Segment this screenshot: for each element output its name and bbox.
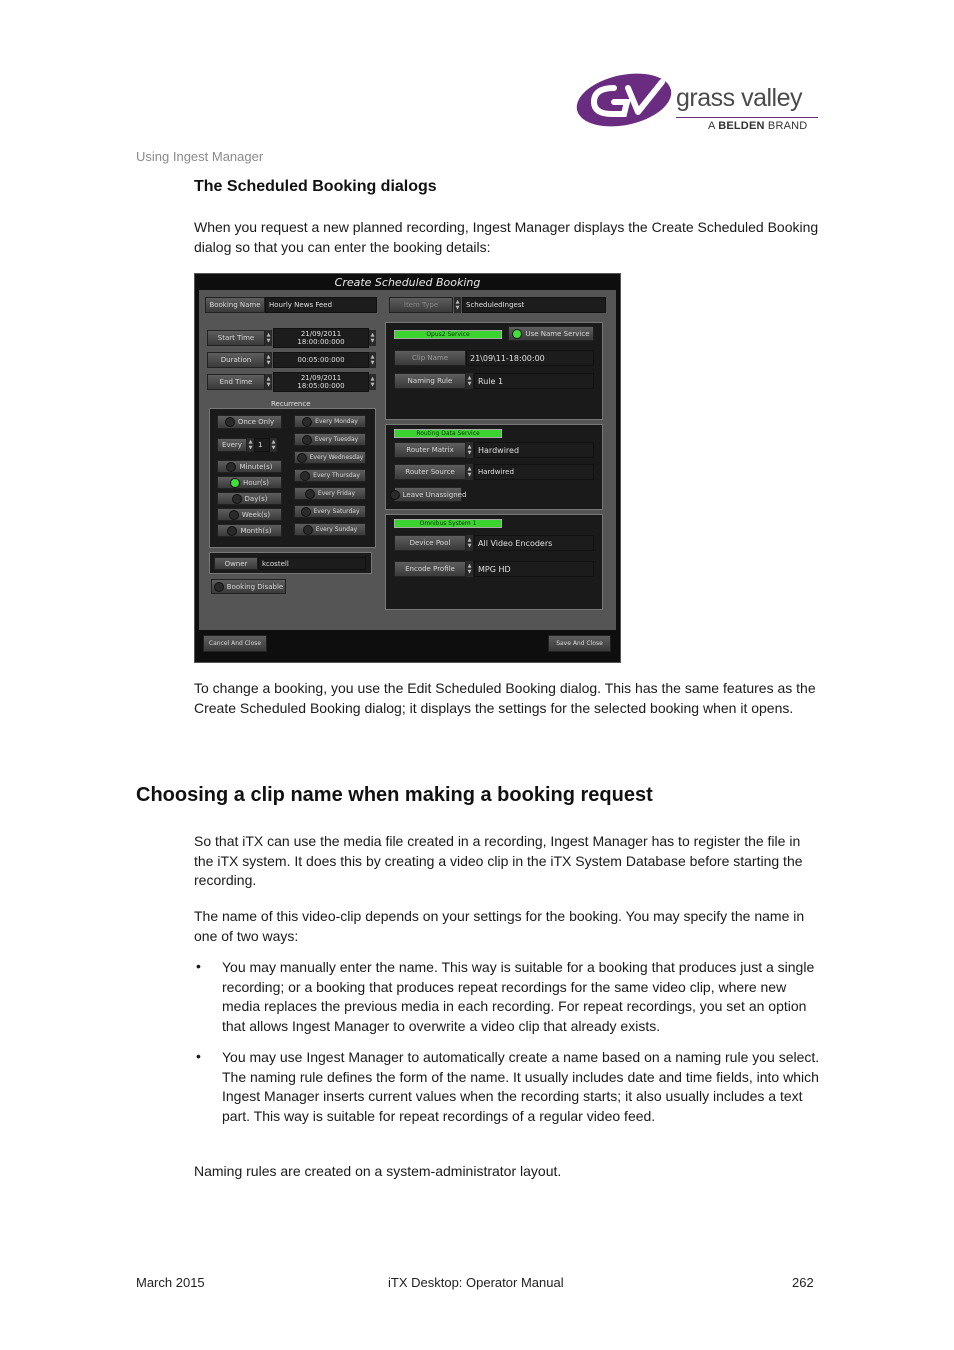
logo-wordmark: grass valley — [676, 84, 802, 112]
clip-service-panel — [385, 322, 603, 420]
end-time-field[interactable]: 21/09/2011 18:05:00:000 — [273, 372, 369, 392]
duration-label: Duration — [207, 352, 265, 368]
bullet-marker: • — [196, 958, 201, 974]
unit-days[interactable]: Day(s) — [217, 492, 282, 505]
every-saturday[interactable]: Every Saturday — [294, 505, 366, 518]
every-label: Every — [217, 438, 247, 452]
router-source-field[interactable]: Hardwired — [474, 464, 594, 480]
encode-profile-spinner[interactable]: ▲ ▼ — [467, 563, 472, 575]
naming-rule-label: Naming Rule — [394, 373, 466, 389]
dialog-title: Create Scheduled Booking — [334, 276, 481, 289]
bullet-marker: • — [196, 1048, 201, 1064]
every-sunday[interactable]: Every Sunday — [294, 523, 366, 536]
end-time-right-spinner[interactable]: ▲ ▼ — [370, 376, 375, 388]
create-scheduled-booking-dialog — [194, 273, 621, 663]
end-time-spinner[interactable]: ▲ ▼ — [266, 376, 271, 388]
cancel-and-close-button[interactable]: Cancel And Close — [203, 635, 267, 652]
footer-page-number: 262 — [792, 1275, 814, 1290]
opus2-service-status: Opus2 Service — [394, 330, 502, 339]
clip-name-paragraph: The name of this video-clip depends on your settings for the booking. You may specify the name in one of two ways: — [194, 908, 805, 944]
router-source-spinner[interactable]: ▲ ▼ — [467, 466, 472, 478]
unit-weeks[interactable]: Week(s) — [217, 508, 282, 521]
logo-tagline: A BELDEN BRAND — [708, 120, 808, 132]
use-name-service-toggle[interactable]: Use Name Service — [508, 326, 594, 341]
bullet-item-naming-rule: You may use Ingest Manager to automatically create a name based on a naming rule you select. The naming rule defines the form of the name. It usually includes date and time fields, into which Ingest Manager inserts current values when the recording starts; it also usually includes a text part. This way is suitable for repeat recordings of a regular video feed. — [222, 1049, 820, 1125]
every-monday[interactable]: Every Monday — [294, 415, 366, 428]
every-wednesday[interactable]: Every Wednesday — [294, 451, 366, 464]
router-matrix-field[interactable]: Hardwired — [474, 442, 594, 458]
unit-minutes[interactable]: Minute(s) — [217, 460, 282, 473]
leave-unassigned-toggle[interactable]: Leave Unassigned — [394, 487, 462, 502]
start-time-label: Start Time — [207, 330, 265, 346]
start-time-field[interactable]: 21/09/2011 18:00:00:000 — [273, 328, 369, 348]
every-friday[interactable]: Every Friday — [294, 487, 366, 500]
duration-right-spinner[interactable]: ▲ ▼ — [370, 354, 375, 366]
owner-panel — [209, 552, 372, 574]
router-matrix-label: Router Matrix — [394, 442, 466, 458]
section-heading: The Scheduled Booking dialogs — [194, 178, 437, 195]
clip-name-label: Clip Name — [394, 350, 466, 366]
unit-hours[interactable]: Hour(s) — [217, 476, 282, 489]
booking-name-field[interactable]: Hourly News Feed — [265, 297, 377, 313]
save-and-close-button[interactable]: Save And Close — [548, 635, 611, 652]
once-only-toggle[interactable]: Once Only — [217, 415, 282, 429]
start-time-spinner[interactable]: ▲ ▼ — [266, 332, 271, 344]
owner-field[interactable]: kcostell — [258, 557, 366, 570]
logo-rule — [676, 117, 818, 118]
every-tuesday[interactable]: Every Tuesday — [294, 433, 366, 446]
every-thursday[interactable]: Every Thursday — [294, 469, 366, 482]
start-time-right-spinner[interactable]: ▲ ▼ — [370, 332, 375, 344]
device-pool-field[interactable]: All Video Encoders — [474, 535, 594, 551]
encode-profile-label: Encode Profile — [394, 561, 466, 577]
every-value[interactable]: 1 — [254, 438, 270, 452]
intro-paragraph: When you request a new planned recording, Ingest Manager displays the Create Scheduled Booking dialog so that you can enter the booking details: — [194, 219, 819, 255]
edit-dialog-paragraph: To change a booking, you use the Edit Scheduled Booking dialog. This has the same features as the Create Scheduled Booking dialog; it displays the settings for the selected booking when it opens. — [194, 680, 816, 716]
footer-title: iTX Desktop: Operator Manual — [388, 1275, 564, 1290]
encoder-panel — [385, 514, 603, 610]
router-matrix-spinner[interactable]: ▲ ▼ — [467, 444, 472, 456]
chapter-heading: Choosing a clip name when making a booking request — [136, 784, 653, 806]
item-type-spinner[interactable]: ▲ ▼ — [455, 299, 460, 311]
duration-spinner[interactable]: ▲ ▼ — [266, 354, 271, 366]
recurrence-panel — [209, 408, 376, 548]
naming-rule-spinner[interactable]: ▲ ▼ — [467, 375, 472, 387]
footer-date: March 2015 — [136, 1275, 205, 1290]
naming-rule-field[interactable]: Rule 1 — [474, 373, 594, 389]
booking-name-label: Booking Name — [205, 297, 265, 313]
device-pool-spinner[interactable]: ▲ ▼ — [467, 537, 472, 549]
bullet-item-manual: You may manually enter the name. This way is suitable for a booking that produces just a single recording; or a booking that produces repeat recordings for the same video clip, where new media replaces the previous media in each recording. For repeat recordings, you set an option that allows Ingest Manager to overwrite a video clip that already exists. — [222, 959, 815, 1035]
duration-field[interactable]: 00:05:00:000 — [273, 352, 369, 368]
end-time-label: End Time — [207, 374, 265, 390]
omnibus-system-status: Omnibus System 1 — [394, 519, 502, 528]
clip-name-field[interactable]: 21\09\11-18:00:00 — [466, 350, 594, 366]
booking-disable-toggle[interactable]: Booking Disable — [211, 579, 286, 594]
item-type-field[interactable]: ScheduledIngest — [462, 297, 606, 313]
every-spinner-right[interactable]: ▲ ▼ — [271, 439, 276, 451]
device-pool-label: Device Pool — [394, 535, 466, 551]
recurrence-label: Recurrence — [271, 400, 311, 408]
running-head: Using Ingest Manager — [136, 149, 264, 164]
naming-rules-paragraph: Naming rules are created on a system-administrator layout. — [194, 1163, 562, 1179]
unit-months[interactable]: Month(s) — [217, 524, 282, 537]
routing-data-service-status: Routing Data Service — [394, 429, 502, 438]
item-type-label: Item Type — [389, 297, 453, 313]
routing-panel — [385, 424, 603, 510]
dialog-body — [199, 290, 616, 630]
every-spinner-left[interactable]: ▲ ▼ — [248, 439, 253, 451]
router-source-label: Router Source — [394, 464, 466, 480]
encode-profile-field[interactable]: MPG HD — [474, 561, 594, 577]
register-clip-paragraph: So that iTX can use the media file created in a recording, Ingest Manager has to register the file in the iTX system. It does this by creating a video clip in the iTX System Database before starting the recording. — [194, 833, 803, 889]
owner-label: Owner — [214, 557, 258, 570]
